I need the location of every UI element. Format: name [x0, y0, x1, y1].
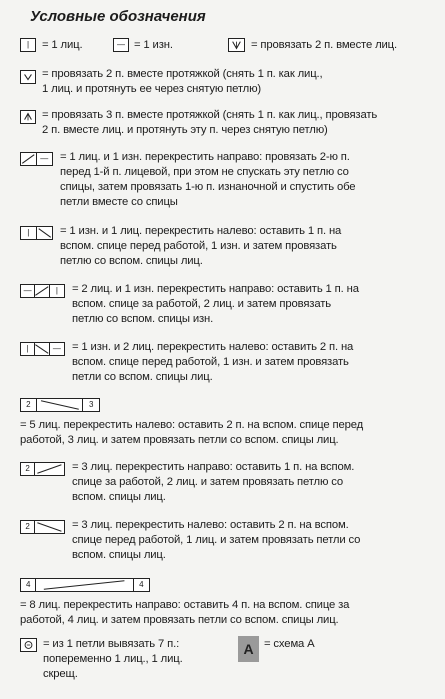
triple-decrease-icon: [21, 111, 35, 123]
cross-p1k1-left-symbol: [20, 226, 53, 240]
cross-8-symbol: [20, 578, 150, 592]
legend-purl: = 1 изн.: [134, 39, 173, 51]
knit-symbol: [20, 38, 36, 52]
knit-mark: |: [55, 286, 58, 295]
cross-3-right-num: 2: [21, 463, 35, 475]
purl-mark: —: [117, 40, 125, 49]
k2tog-icon: [229, 39, 244, 51]
bobble-icon: [21, 639, 36, 651]
legend-k3tog-tbl: = провязать 3 п. вместе протяжкой (снять 1 п. как лиц., провязать 2 п. вместе лиц. и протянуть эту п. через снятую петлю): [42, 109, 378, 136]
k2tog-tbl-symbol: [20, 70, 36, 84]
cross-5-symbol: [20, 398, 100, 412]
cross-right-icon: [35, 285, 49, 297]
cross-5-num-right: 3: [88, 400, 94, 409]
cross-8-num-right: 4: [139, 580, 144, 589]
legend-cross-8: = 8 лиц. перекрестить направо: оставить 4 п. на вспом. спице за работой, 4 лиц. и затем провязать петли со вспом. спицы лиц.: [20, 599, 350, 626]
cross-right-icon: [21, 153, 36, 165]
legend-bobble: = из 1 петли вывязать 7 п.: попеременно 1 лиц., 1 лиц. скрещ.: [43, 638, 183, 680]
bobble-symbol: [20, 638, 37, 652]
legend-k2tog-tbl: = провязать 2 п. вместе протяжкой (снять 1 п. как лиц., 1 лиц. и протянуть ее через снятую петлю): [42, 68, 323, 95]
cross-left-icon: [35, 343, 49, 355]
legend-scheme: = схема А: [264, 638, 315, 650]
purl-mark: —: [52, 344, 61, 353]
cable-right-icon: [35, 463, 64, 475]
cable-left-icon: [35, 521, 64, 533]
cross-8-num-left: 4: [21, 579, 36, 591]
legend-cross-3-left: = 3 лиц. перекрестить налево: оставить 2 п. на вспом. спице перед работой, 1 лиц. и затем провязать петли со вспом. спицы лиц.: [72, 519, 361, 561]
cross-3-right-symbol: [20, 462, 65, 476]
cross-3-left-num: 2: [21, 521, 35, 533]
page-title: Условные обозначения: [30, 8, 206, 25]
cross-3-left-symbol: [20, 520, 65, 534]
legend-cross-p1k2-left: = 1 изн. и 2 лиц. перекрестить налево: оставить 2 п. на вспом. спице перед работой, 1 изн. и затем провязать петли со вспом. спицы лиц.: [72, 341, 354, 383]
k3tog-tbl-symbol: [20, 110, 36, 124]
legend-cross-3-right: = 3 лиц. перекрестить направо: оставить 1 п. на вспом. спице за работой, 2 лиц. и затем провязать петлю со вспом. спицы лиц.: [72, 461, 355, 503]
purl-mark: —: [40, 154, 49, 163]
legend-cross-5: = 5 лиц. перекрестить налево: оставить 2 п. на вспом. спице перед работой, 3 лиц. и затем провязать петли со вспом. спицы лиц.: [20, 419, 364, 446]
cross-5-num-left: 2: [21, 399, 37, 411]
cable-right-icon: [36, 579, 132, 591]
cable-left-icon: [37, 399, 83, 411]
k2tog-symbol: [228, 38, 245, 52]
cross-k2p1-right-symbol: [20, 284, 65, 298]
knit-mark: |: [21, 343, 35, 355]
legend-cross-p1k1-left: = 1 изн. и 1 лиц. перекрестить налево: оставить 1 п. на вспом. спице перед работой, 1 изн. и затем провязать петлю со вспом. спицы лиц.: [60, 225, 342, 267]
cross-left-icon: [37, 227, 53, 239]
legend-cross-k1p1-right: = 1 лиц. и 1 изн. перекрестить направо: провязать 2-ю п. перед 1-й п. лицевой, при этом не спускать эту петлю со спицы, затем провязать 1-ю п. изнаночной и спустить обе петли вместе со спицы: [60, 151, 356, 208]
cross-k1p1-right-symbol: [20, 152, 53, 166]
scheme-badge: A: [238, 636, 259, 662]
knit-mark: |: [21, 227, 37, 239]
cross-p1k2-left-symbol: [20, 342, 65, 356]
legend-knit: = 1 лиц.: [42, 39, 83, 51]
purl-mark: —: [21, 285, 35, 297]
decrease-arrow-icon: [21, 71, 35, 83]
legend-k2tog: = провязать 2 п. вместе лиц.: [251, 39, 397, 51]
purl-symbol: [113, 38, 129, 52]
knit-mark: |: [26, 40, 30, 49]
legend-cross-k2p1-right: = 2 лиц. и 1 изн. перекрестить направо: оставить 1 п. на вспом. спице за работой, 2 лиц. и затем провязать петлю со вспом. спицы изн.: [72, 283, 359, 325]
